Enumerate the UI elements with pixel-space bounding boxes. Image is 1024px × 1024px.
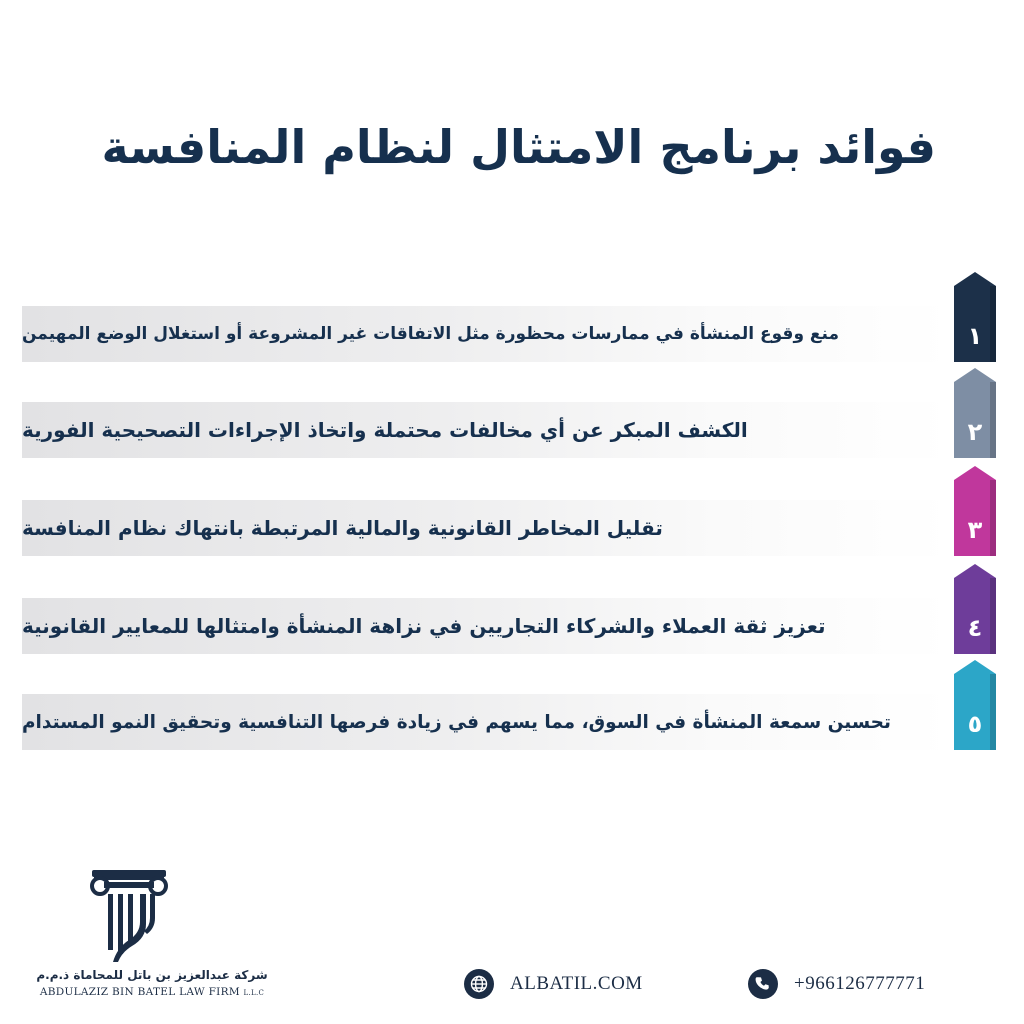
website-contact[interactable] bbox=[464, 968, 643, 1000]
benefit-bar bbox=[22, 694, 952, 750]
benefit-text: تقليل المخاطر القانونية والمالية المرتبطة بانتهاك نظام المنافسة bbox=[22, 516, 663, 540]
benefit-text: تحسين سمعة المنشأة في السوق، مما يسهم في زيادة فرصها التنافسية وتحقيق النمو المستدام bbox=[22, 711, 891, 733]
badge-number: ٤ bbox=[967, 614, 983, 642]
benefit-item-4 bbox=[22, 554, 1022, 654]
website-link[interactable]: ALBATIL.COM bbox=[510, 973, 643, 994]
benefit-bar bbox=[22, 306, 952, 362]
globe-icon bbox=[464, 969, 494, 999]
pillar-logo-icon bbox=[90, 868, 168, 968]
benefit-item-5 bbox=[22, 650, 1022, 750]
phone-icon bbox=[748, 969, 778, 999]
company-logo bbox=[32, 868, 272, 1008]
benefit-item-2 bbox=[22, 358, 1022, 458]
number-badge bbox=[954, 660, 996, 750]
badge-number: ٣ bbox=[967, 516, 983, 544]
number-badge bbox=[954, 272, 996, 362]
benefit-text: الكشف المبكر عن أي مخالفات محتملة واتخاذ الإجراءات التصحيحية الفورية bbox=[22, 418, 748, 442]
benefit-item-1 bbox=[22, 262, 1022, 362]
benefit-item-3 bbox=[22, 456, 1022, 556]
benefit-bar bbox=[22, 500, 952, 556]
company-name-arabic: شركة عبدالعزيز بن باتل للمحاماة ذ.م.م bbox=[36, 968, 268, 982]
benefit-bar bbox=[22, 598, 952, 654]
page-title: فوائد برنامج الامتثال لنظام المنافسة bbox=[101, 120, 936, 174]
number-badge bbox=[954, 466, 996, 556]
badge-number: ٥ bbox=[967, 710, 983, 738]
benefit-text: منع وقوع المنشأة في ممارسات محظورة مثل الاتفاقات غير المشروعة أو استغلال الوضع المهيمن bbox=[22, 324, 840, 344]
benefit-bar bbox=[22, 402, 952, 458]
company-suffix: L.L.C bbox=[243, 989, 265, 997]
badge-number: ١ bbox=[967, 322, 983, 350]
number-badge bbox=[954, 564, 996, 654]
benefit-text: تعزيز ثقة العملاء والشركاء التجاريين في نزاهة المنشأة وامتثالها للمعايير القانونية bbox=[22, 614, 826, 638]
company-name-english: ABDULAZIZ BIN BATEL LAW FIRM L.L.C bbox=[39, 986, 265, 998]
phone-contact[interactable] bbox=[748, 968, 925, 1000]
number-badge bbox=[954, 368, 996, 458]
badge-number: ٢ bbox=[967, 418, 983, 446]
phone-number[interactable]: +966126777771 bbox=[794, 973, 926, 994]
